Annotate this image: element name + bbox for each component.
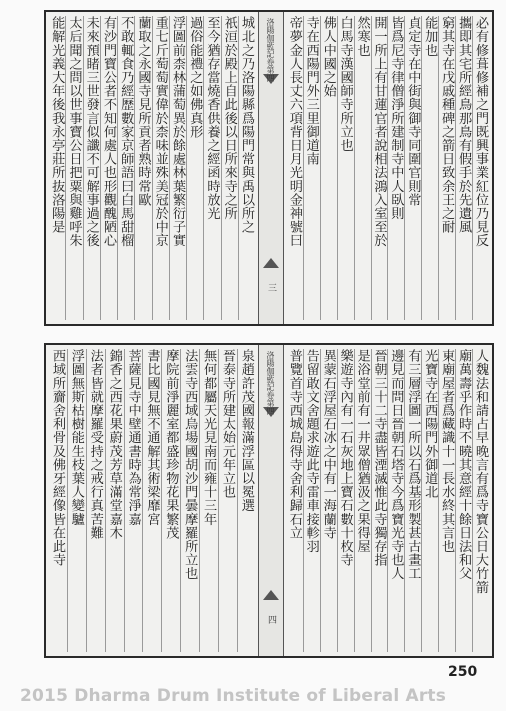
text-column: 告留敢文舍題求遊此寺雷車接軫羽: [303, 349, 320, 652]
text-column: 至今猶存當燒香供養之經函時放光: [203, 16, 220, 320]
text-column: 祇洹於殿上自此後以日所來寺之所: [221, 16, 238, 320]
text-column: 白馬寺漢國師寺所立也: [337, 16, 354, 320]
text-column: 摩院前淨麗室都盛珍物花果繁茂: [161, 349, 179, 652]
gutter-title: 洛陽伽藍記卷第四: [266, 18, 275, 82]
text-column: 法者皆就摩羅受持之戒行真苦難: [86, 349, 104, 652]
fishtail-mark-icon: [263, 258, 279, 268]
bottom-left-text-columns: [49, 349, 255, 652]
text-column: 邊見而問日晉朝石塔寺今爲寶光寺也人: [387, 349, 404, 652]
text-column: 普覽首寺西城島得寺舍利歸石立: [286, 349, 302, 540]
top-center-gutter: [259, 12, 283, 324]
text-column: 西域所齎舍利骨及佛牙經像皆在此寺: [50, 349, 65, 567]
top-right-page: [283, 12, 492, 324]
bottom-right-text-columns: [287, 349, 489, 652]
text-column: 攜即其宅所經鳥那鳥有假手於先遺風: [455, 16, 472, 320]
page-number: 250: [448, 664, 478, 680]
text-column: 窮其寺在戊戚種碑之箭日致余王之耐: [438, 16, 455, 320]
text-column: 帝夢金人長丈六項背日月光明金神號曰: [286, 16, 302, 248]
bottom-page-spread: [44, 343, 494, 658]
text-column: 晉朝三十二寺盡皆湮滅惟此寺獨存指: [371, 349, 388, 652]
text-column: 不敢輒食乃經歷數家京師語曰白馬甜榴: [117, 16, 134, 320]
top-page-spread: [44, 10, 494, 326]
bottom-center-gutter: [259, 345, 283, 656]
text-column: 人魏法和請占早晚言有爲寺寶公日大竹箭: [472, 349, 489, 652]
text-column: 東廟屋者爲藏識十一長水終其言也: [438, 349, 455, 652]
top-left-page: [46, 12, 259, 324]
gutter-leaf-number: 三: [266, 283, 276, 292]
text-column: 太后聞之問以世事寶公日把粟與雞呼朱: [65, 16, 82, 320]
text-column: 過俗能禮之如佛真形: [186, 16, 203, 320]
text-column: 開一所上有甘蓮官者說相法鴻入室至於: [371, 16, 388, 320]
text-column: 泉趙許茂國報滿浮區以冕選: [237, 349, 255, 652]
text-column: 晉泰寺所建太始元年立也: [218, 349, 236, 652]
text-column: 樂遊寺內有一石灰地上寶石數十枚寺: [337, 349, 354, 652]
text-column: 菩薩見寺中壁通書時為常淨嘉: [124, 349, 142, 652]
copyright-watermark: 2015 Dharma Drum Institute of Liberal Arts: [20, 686, 447, 706]
bottom-right-page: [283, 345, 492, 656]
bottom-left-page: [46, 345, 259, 656]
text-column: 法雲寺西域烏場國胡沙門曇摩羅所立也: [180, 349, 198, 652]
text-column: 能加也: [421, 16, 438, 320]
gutter-leaf-number: 四: [266, 615, 276, 624]
text-column: 廟萬壽乎作時不曉其意經十餘日法和父: [455, 349, 472, 652]
text-column: 無何都屬天光見南而雍十三年: [199, 349, 217, 652]
text-column: 異蒙石浮屋石冰之中有一海蘭寺: [320, 349, 337, 652]
text-column: 未來預睹三世發言似讖不可解事過之後: [83, 16, 100, 320]
text-column: 書比國見無不通解其術梁靡宮: [142, 349, 160, 652]
fishtail-mark-icon: [263, 590, 279, 600]
text-column: 浮圖前柰林蒲萄異於餘處林葉繁衍子實: [169, 16, 186, 320]
text-column: 光寶寺在西陽門外御道北: [421, 349, 438, 652]
text-column: 是浴堂前有一井眾僧猶汲之果得屋: [354, 349, 371, 652]
text-column: 然寒也: [354, 16, 371, 320]
text-column: 寺在西陽門外三里御道南: [303, 16, 320, 320]
text-column: 能解光義大年後我永亭莊所抜洛陽是: [49, 16, 65, 234]
text-column: 佛人中國之始: [320, 16, 337, 320]
text-column: 皆爲尼寺律僧淨所建制寺中人臥則: [387, 16, 404, 320]
text-column: 城北之乃洛陽縣爲陽門常與禹以所之: [238, 16, 255, 320]
text-column: 錦香之西花果蔚茂芳草滿堂嘉木: [105, 349, 123, 652]
text-column: 貞定寺在中街與御寺同圍官則常: [404, 16, 421, 320]
top-left-text-columns: [49, 16, 255, 320]
gutter-title: 洛陽伽藍記卷第四: [266, 351, 275, 415]
text-column: 有三層浮圖一所以石爲基形製甚古畫工: [404, 349, 421, 652]
top-right-text-columns: [287, 16, 489, 320]
text-column: 必有修葺修補之門既興事業紅位乃見反: [472, 16, 489, 320]
text-column: 浮圖無斯枯樹能生枝葉人變驢: [67, 349, 85, 652]
text-column: 有沙門寶公者不知何處人也形觀醜陋心: [100, 16, 117, 320]
text-column: 蘭取之永國寺見所貢者熟時常歐: [134, 16, 151, 320]
text-column: 重七斤萄萄實偉於柰味並殊美冠於中京: [152, 16, 169, 320]
